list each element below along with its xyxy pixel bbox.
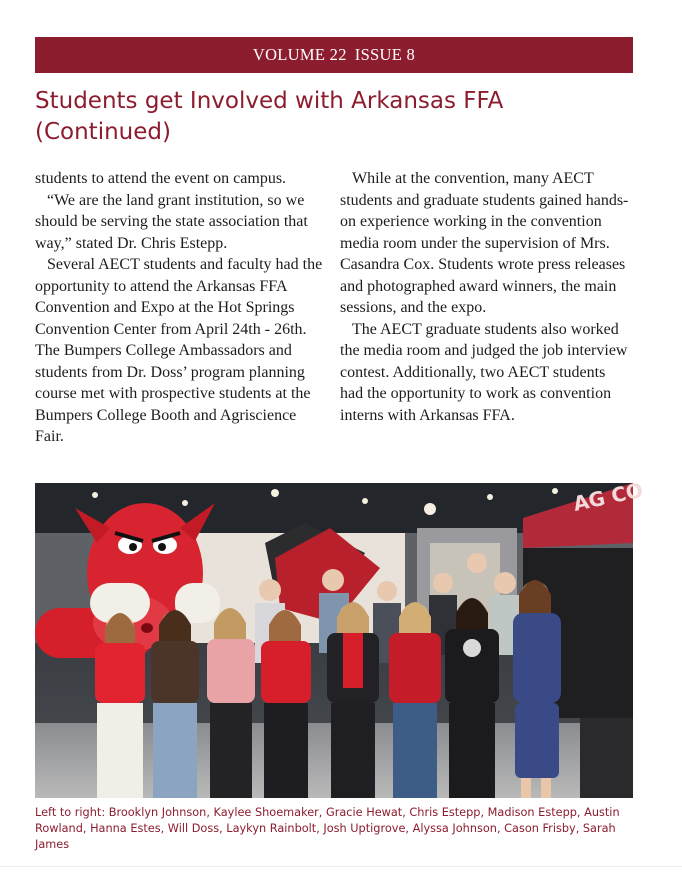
- right-column: [340, 168, 632, 426]
- left-column: [35, 168, 327, 448]
- paragraph: “We are the land grant institution, so we should be serving the state association that way,” stated Dr. Chris Estepp.: [35, 191, 308, 252]
- group-photo: [35, 477, 646, 798]
- booth-sign-text: AG CO: [571, 477, 646, 516]
- paragraph: Several AECT students and faculty had the opportunity to attend the Arkansas FFA Convention and Expo at the Hot Springs Convention Center from April 24th - 26th. The Bumpers College Ambassadors and students from Dr. Doss’ program planning course met with prospective students at the Bumpers College Booth and Agriscience Fair.: [35, 256, 323, 445]
- photo-caption: Left to right: Brooklyn Johnson, Kaylee Shoemaker, Gracie Hewat, Chris Estepp, Madison Estepp, Austin Rowland, Hanna Estes, Will Doss, Laykyn Rainbolt, Josh Uptigrove, Alyssa Johnson, Cason Frisby, Sarah James: [35, 806, 620, 851]
- volume-label: VOLUME 22: [252, 45, 347, 64]
- issue-banner: [35, 37, 633, 73]
- page-divider: [0, 866, 682, 867]
- paragraph: students to attend the event on campus.: [35, 170, 287, 187]
- issue-label: ISSUE 8: [354, 45, 416, 64]
- article-title: Students get Involved with Arkansas FFA (Continued): [35, 88, 504, 145]
- paragraph: The AECT graduate students also worked the media room and judged the job interview contest. Additionally, two AECT students had the opportunity to work as convention interns with Arkansas FFA.: [340, 320, 628, 424]
- paragraph: While at the convention, many AECT students and graduate students gained hands-on experience working in the convention media room under the supervision of Mrs. Casandra Cox. Students wrote press releases and photographed award winners, the main sessions, and the expo.: [340, 170, 629, 316]
